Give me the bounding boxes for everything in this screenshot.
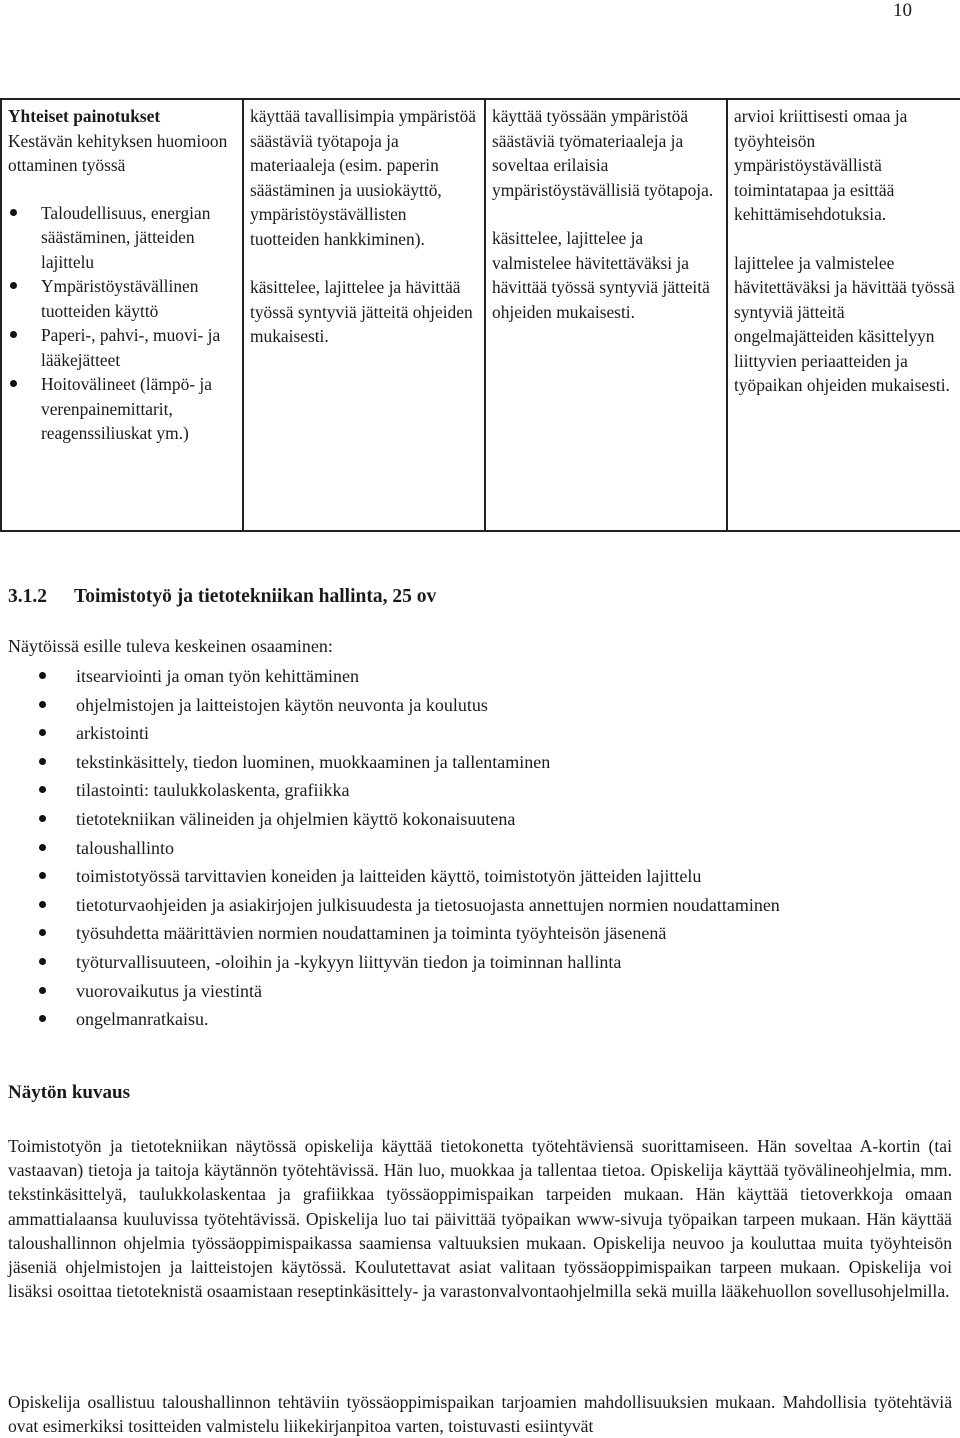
- cell-text: arvioi kriittisesti omaa ja työyhteisön ympäristöystävällistä toimintatapaa ja esittää kehittämisehdotuksia.: [734, 106, 908, 224]
- list-item: tilastointi: taulukkolaskenta, grafiikka: [8, 776, 780, 805]
- emphasis-list: [8, 201, 236, 446]
- list-item: työsuhdetta määrittävien normien noudattaminen ja toiminta työyhteisön jäsenenä: [8, 919, 780, 948]
- list-item: itsearviointi ja oman työn kehittäminen: [8, 662, 780, 691]
- section-title: [8, 586, 436, 608]
- list-item: tietoturvaohjeiden ja asiakirjojen julkisuudesta ja tietosuojasta annettujen normien noudattaminen: [8, 891, 780, 920]
- table-cell-level-3: [727, 99, 960, 531]
- section-title-text: Toimistotyö ja tietotekniikan hallinta, 25 ov: [74, 586, 437, 607]
- description-paragraph: Toimistotyön ja tietotekniikan näytössä opiskelija käyttää tietokonetta työtehtäviensä suorittamiseen. Hän soveltaa A-kortin (tai vastaavan) tietoja ja taitoja käytännön työtehtävissä. Hän luo, muokkaa ja tallentaa tietoa. Opiskelija käyttää työvälineohjelmia, mm. tekstinkäsittelyä, taulukkolaskentaa ja grafiikkaa työssäoppimispaikan tarpeiden mukaan. Hän käyttää tietoverkkoja omaan ammattialaansa kuuluvissa työtehtävissä. Opiskelija luo tai päivittää työpaikan www-sivuja työpaikan tarpeen mukaan. Hän käyttää taloushallinnon ohjelmia työssäoppimispaikassa saamiensa valtuuksien mukaan. Opiskelija neuvoo ja kouluttaa muita työyhteisön jäseniä ohjelmistojen ja laitteistojen käytössä. Koulutettavat asiat valitaan työssäoppimispaikan tarpeen mukaan. Opiskelija voi lisäksi osoittaa tietoteknistä osaamistaan reseptinkäsittely- ja varastonvalvontaohjelmilla sekä muilla lääkehuollon sovellusohjelmilla.: [8, 1136, 952, 1302]
- list-item: Ympäristöystävällinen tuotteiden käyttö: [8, 274, 236, 323]
- table-cell-level-2: [485, 99, 727, 531]
- list-item: tietotekniikan välineiden ja ohjelmien käyttö kokonaisuutena: [8, 805, 780, 834]
- list-item: Taloudellisuus, energian säästäminen, jätteiden lajittelu: [8, 201, 236, 275]
- list-item: tekstinkäsittely, tiedon luominen, muokkaaminen ja tallentaminen: [8, 748, 780, 777]
- description-heading: Näytön kuvaus: [8, 1082, 130, 1103]
- list-item: Hoitovälineet (lämpö- ja verenpainemittarit, reagenssiliuskat ym.): [8, 372, 236, 446]
- page-number: 10: [893, 0, 912, 21]
- table-subheading: Kestävän kehityksen huomioon ottaminen työssä: [8, 130, 228, 175]
- list-item: toimistotyössä tarvittavien koneiden ja laitteiden käyttö, toimistotyön jätteiden lajittelu: [8, 862, 780, 891]
- cell-text: käsittelee, lajittelee ja valmistelee hävitettäväksi ja hävittää työssä syntyviä jätteitä ohjeiden mukaisesti.: [492, 228, 710, 322]
- list-item: taloushallinto: [8, 834, 780, 863]
- list-item: arkistointi: [8, 719, 780, 748]
- criteria-table: [0, 98, 960, 532]
- competence-list: [8, 662, 780, 1034]
- section-number: 3.1.2: [8, 586, 47, 607]
- section-intro: Näytöissä esille tuleva keskeinen osaaminen:: [8, 636, 333, 656]
- cell-text: lajittelee ja valmistelee hävitettäväksi ja hävittää työssä syntyviä jätteitä ongelmajätteiden käsittelyyn liittyvien periaatteiden ja työpaikan ohjeiden mukaisesti.: [734, 252, 955, 395]
- list-item: Paperi-, pahvi-, muovi- ja lääkejätteet: [8, 323, 236, 372]
- cell-text: käsittelee, lajittelee ja hävittää työssä syntyviä jätteitä ohjeiden mukaisesti.: [250, 277, 473, 346]
- cell-text: käyttää tavallisimpia ympäristöä säästäviä työtapoja ja materiaaleja (esim. paperin säästäminen ja uusiokäyttö, ympäristöystävällisten tuotteiden hankkiminen).: [250, 106, 477, 249]
- cell-text: käyttää työssään ympäristöä säästäviä työmateriaaleja ja soveltaa erilaisia ympäristöystävällisiä työtapoja.: [492, 106, 714, 200]
- list-item: vuorovaikutus ja viestintä: [8, 977, 780, 1006]
- table-heading: Yhteiset painotukset: [8, 106, 161, 126]
- description-paragraph: Opiskelija osallistuu taloushallinnon tehtäviin työssäoppimispaikan tarjoamien mahdollisuuksien mukaan. Mahdollisia työtehtäviä ovat esimerkiksi tositteiden valmistelu liikekirjanpitoa varten, toistuvasti esiintyvät: [8, 1392, 952, 1437]
- table-cell-common-emphasis: [1, 99, 243, 531]
- list-item: ongelmanratkaisu.: [8, 1005, 780, 1034]
- table-cell-level-1: [243, 99, 485, 531]
- list-item: ohjelmistojen ja laitteistojen käytön neuvonta ja koulutus: [8, 691, 780, 720]
- list-item: työturvallisuuteen, -oloihin ja -kykyyn liittyvän tiedon ja toiminnan hallinta: [8, 948, 780, 977]
